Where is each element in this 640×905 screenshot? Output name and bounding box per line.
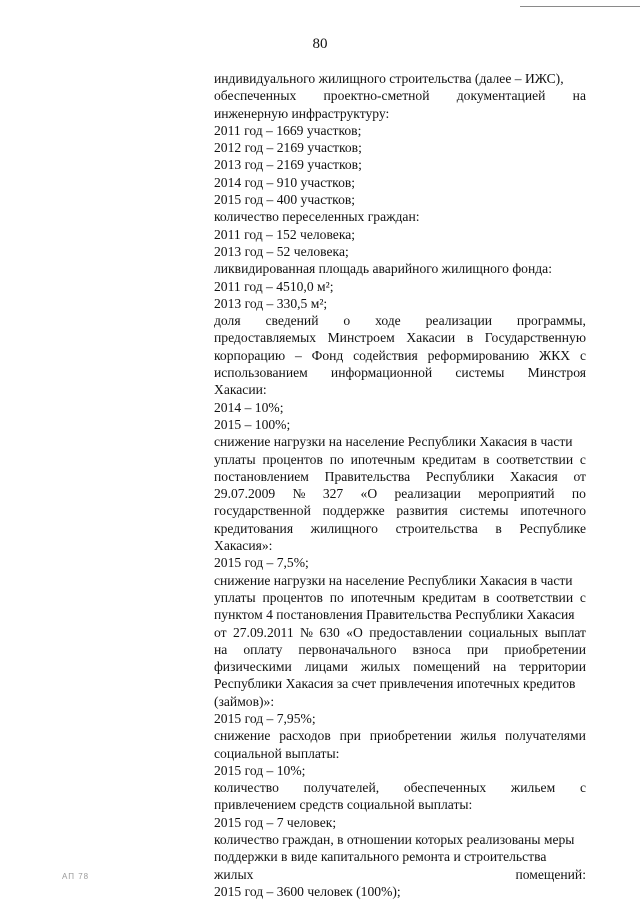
text-line: пунктом 4 постановления Правительства Республики Хакасия — [214, 607, 575, 623]
text-line: индивидуального жилищного строительства (далее – ИЖС), — [214, 71, 564, 86]
text-line: 2015 год – 10%; — [214, 762, 306, 778]
text-line: 2015 – 100%; — [214, 416, 291, 432]
text-line: 2011 год – 4510,0 м²; — [214, 278, 334, 294]
text-line: 2013 год – 52 человека; — [214, 243, 349, 259]
text-line: 2012 год – 2169 участков; — [214, 140, 362, 156]
footer-stamp: АП 78 — [62, 872, 90, 881]
text-line: Хакасии: — [214, 382, 267, 398]
text-line: 2015 год – 7,95%; — [214, 710, 316, 726]
text-line: снижение нагрузки на население Республики Хакасия в части — [214, 434, 573, 450]
text-line: Республики Хакасия за счет привлечения ипотечных кредитов — [214, 676, 576, 692]
text-line: снижение нагрузки на население Республики Хакасия в части — [214, 572, 573, 588]
text-line: обеспеченных проектно-сметной документацией на — [214, 88, 586, 104]
text-line: 2014 – 10%; — [214, 399, 284, 415]
text-line: доля сведений о ходе реализации программы, — [214, 313, 586, 329]
text-line: предоставляемых Минстроем Хакасии в Государственную — [214, 330, 586, 346]
text-line: привлечением средств социальной выплаты: — [214, 797, 473, 813]
text-line: 2013 год – 2169 участков; — [214, 157, 362, 173]
top-edge-rule — [520, 6, 640, 7]
text-line: корпорацию – Фонд содействия реформированию ЖКХ с — [214, 347, 586, 363]
text-line: количество переселенных граждан: — [214, 209, 420, 225]
text-line: социальной выплаты: — [214, 745, 340, 761]
page-number: 80 — [312, 36, 328, 52]
text-line: государственной поддержке развития системы ипотечного — [214, 503, 586, 519]
text-line: физическими лицами жилых помещений на территории — [214, 659, 586, 675]
text-line: постановлением Правительства Республики Хакасия от — [214, 468, 586, 484]
text-line: Хакасия»: — [214, 538, 273, 554]
text-line: уплаты процентов по ипотечным кредитам в соответствии с — [214, 589, 586, 605]
text-line: количество получателей, обеспеченных жильем с — [214, 780, 586, 796]
document-body — [214, 70, 586, 900]
text-line: количество граждан, в отношении которых реализованы меры — [214, 832, 575, 848]
text-line: поддержки в виде капитального ремонта и строительства — [214, 849, 547, 865]
text-line: (займов)»: — [214, 693, 275, 709]
text-line: 2015 год – 7,5%; — [214, 555, 309, 571]
text-line: использованием информационной системы Минстроя — [214, 365, 586, 381]
text-line: снижение расходов при приобретении жилья получателями — [214, 728, 586, 744]
text-line: 2015 год – 7 человек; — [214, 814, 337, 830]
text-line: 2015 год – 400 участков; — [214, 192, 356, 208]
text-line: 2011 год – 1669 участков; — [214, 122, 362, 138]
text-line: жилых помещений: — [214, 866, 586, 882]
text-line: 2011 год – 152 человека; — [214, 226, 356, 242]
text-line: ликвидированная площадь аварийного жилищного фонда: — [214, 261, 552, 277]
text-line: инженерную инфраструктуру: — [214, 105, 390, 121]
text-line: 2014 год – 910 участков; — [214, 174, 356, 190]
text-line: кредитования жилищного строительства в Республике — [214, 520, 586, 536]
text-line: на оплату первоначального взноса при приобретении — [214, 641, 586, 657]
text-line: 2013 год – 330,5 м²; — [214, 295, 328, 311]
text-line: 29.07.2009 № 327 «О реализации мероприятий по — [214, 486, 586, 502]
text-line: от 27.09.2011 № 630 «О предоставлении социальных выплат — [214, 624, 586, 640]
text-line: 2015 год – 3600 человек (100%); — [214, 883, 401, 899]
text-line: уплаты процентов по ипотечным кредитам в соответствии с — [214, 451, 586, 467]
